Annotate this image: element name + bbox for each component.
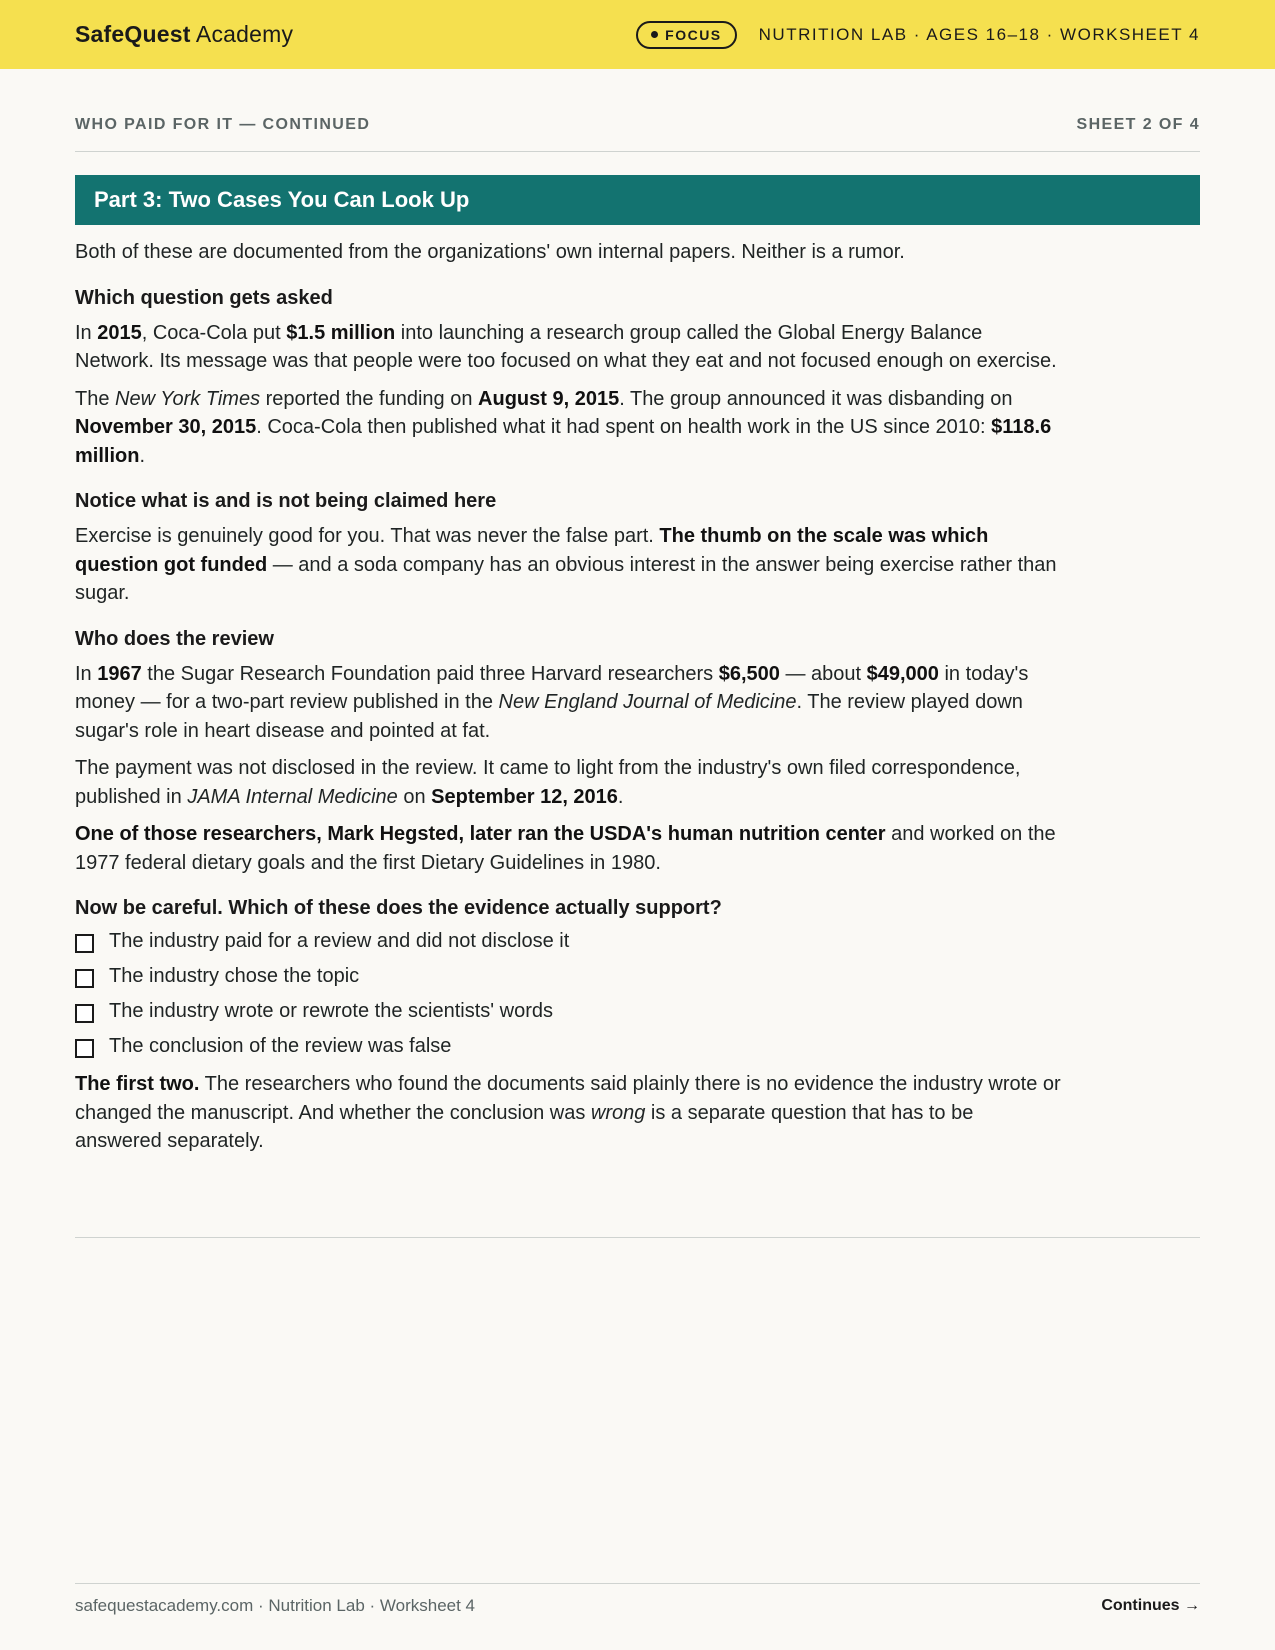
section-heading: Who does the review <box>75 627 274 650</box>
paragraph <box>75 319 1065 376</box>
text-run: . The review played down sugar's role in heart disease and pointed at fat. <box>75 691 1023 742</box>
emphasis-italic: wrong <box>590 1101 646 1124</box>
checklist-item-label: The industry chose the topic <box>109 965 360 987</box>
emphasis-bold: November 30, 2015 <box>75 416 257 438</box>
text-run: . <box>139 444 146 467</box>
checklist-item[interactable] <box>75 994 1065 1029</box>
running-header <box>75 116 1200 134</box>
emphasis-bold: $118.6 million <box>75 416 1052 467</box>
text-run: In <box>75 321 98 344</box>
continues-link[interactable]: Continues → <box>1101 1597 1200 1614</box>
brand-logo[interactable] <box>75 21 293 48</box>
divider <box>75 1237 1200 1238</box>
section-heading: Which question gets asked <box>75 286 333 309</box>
checklist-item[interactable] <box>75 959 1065 994</box>
paragraph <box>75 754 1065 811</box>
brand-name-bold: SafeQuest <box>75 21 191 47</box>
part-title-banner <box>75 175 1200 225</box>
section-heading: Notice what is and is not being claimed here <box>75 490 497 512</box>
text-run: . <box>617 785 624 808</box>
text-run: The researchers who found the documents said plainly there is no evidence the industry wrote or changed the manuscript. And whether the conclusion was <box>75 1073 1061 1124</box>
emphasis-italic: New England Journal of Medicine <box>498 691 797 713</box>
text-run: . Coca-Cola then published what it had spent on health work in the US since 2010: <box>256 416 992 438</box>
checkbox[interactable] <box>75 969 94 988</box>
checklist-item[interactable] <box>75 924 1065 959</box>
emphasis-bold: 1967 <box>97 662 142 685</box>
text-run: on <box>397 785 432 808</box>
paragraph <box>75 820 1065 877</box>
text-run: is a separate question that has to be answered separately. <box>75 1101 974 1152</box>
emphasis-bold: One of those researchers, Mark Hegsted, later ran the USDA's human nutrition center <box>75 823 886 845</box>
dot-icon <box>651 31 658 38</box>
worksheet-body <box>75 238 1065 1156</box>
text-run: — and a soda company has an obvious interest in the answer being exercise rather than sugar. <box>75 553 1057 604</box>
text-run: into launching a research group called the Global Energy Balance Network. Its message was that people were too focused on what they eat and not focused enough on exercise. <box>75 321 1057 372</box>
header-meta-group <box>636 21 1200 49</box>
text-run: reported the funding on <box>260 387 479 410</box>
intro-paragraph: Both of these are documented from the organizations' own internal papers. Neither is a rumor. <box>75 241 905 263</box>
checkbox[interactable] <box>75 934 94 953</box>
emphasis-bold: $1.5 million <box>286 321 396 344</box>
section-continued-label: WHO PAID FOR IT — CONTINUED <box>75 116 371 133</box>
emphasis-italic: New York Times <box>115 387 261 410</box>
emphasis-bold: $49,000 <box>866 662 939 685</box>
text-run: the Sugar Research Foundation paid three Harvard researchers <box>141 662 719 685</box>
brand-name-rest: Academy <box>195 21 294 47</box>
top-banner <box>0 0 1275 69</box>
focus-badge-label: FOCUS <box>665 26 722 43</box>
divider <box>75 151 1200 152</box>
checklist-item-label: The industry wrote or rewrote the scientists' words <box>109 1000 553 1022</box>
focus-badge <box>636 21 737 49</box>
paragraph <box>75 660 1065 746</box>
emphasis-bold: The first two. <box>75 1073 200 1095</box>
footer-divider <box>75 1583 1200 1584</box>
worksheet-meta: NUTRITION LAB · AGES 16–18 · WORKSHEET 4 <box>758 24 1200 44</box>
emphasis-bold: August 9, 2015 <box>478 387 620 410</box>
text-run: and worked on the 1977 federal dietary goals and the first Dietary Guidelines in 1980. <box>75 823 1056 874</box>
emphasis-bold: $6,500 <box>718 662 780 685</box>
answer-checklist <box>75 924 1065 1064</box>
text-run: , Coca-Cola put <box>141 321 287 344</box>
emphasis-bold: September 12, 2016 <box>431 785 618 808</box>
checklist-item-label: The industry paid for a review and did not disclose it <box>109 930 570 952</box>
paragraph <box>75 385 1065 471</box>
text-run: The payment was not disclosed in the review. It came to light from the industry's own filed correspondence, published in <box>75 757 1021 808</box>
footer-site-label[interactable]: safequestacademy.com · Nutrition Lab · Worksheet 4 <box>75 1596 475 1615</box>
question-heading: Now be careful. Which of these does the evidence actually support? <box>75 897 722 919</box>
part-title: Part 3: Two Cases You Can Look Up <box>94 187 470 212</box>
emphasis-bold: 2015 <box>97 321 142 344</box>
emphasis-bold: The thumb on the scale was which question got funded <box>75 525 989 576</box>
text-run: in today's money — for a two-part review published in the <box>75 662 1029 713</box>
answer-paragraph <box>75 1070 1065 1156</box>
text-run: — about <box>779 662 867 685</box>
emphasis-italic: JAMA Internal Medicine <box>187 785 398 808</box>
text-run: In <box>75 662 98 685</box>
paragraph <box>75 522 1065 608</box>
sheet-counter: SHEET 2 OF 4 <box>1076 116 1200 133</box>
checklist-item[interactable] <box>75 1029 1065 1064</box>
text-run: . The group announced it was disbanding on <box>619 387 1013 410</box>
text-run: The <box>75 387 116 410</box>
checkbox[interactable] <box>75 1004 94 1023</box>
checkbox[interactable] <box>75 1039 94 1058</box>
page-footer <box>75 1596 1200 1616</box>
checklist-item-label: The conclusion of the review was false <box>109 1035 452 1057</box>
text-run: Exercise is genuinely good for you. That was never the false part. <box>75 525 660 547</box>
